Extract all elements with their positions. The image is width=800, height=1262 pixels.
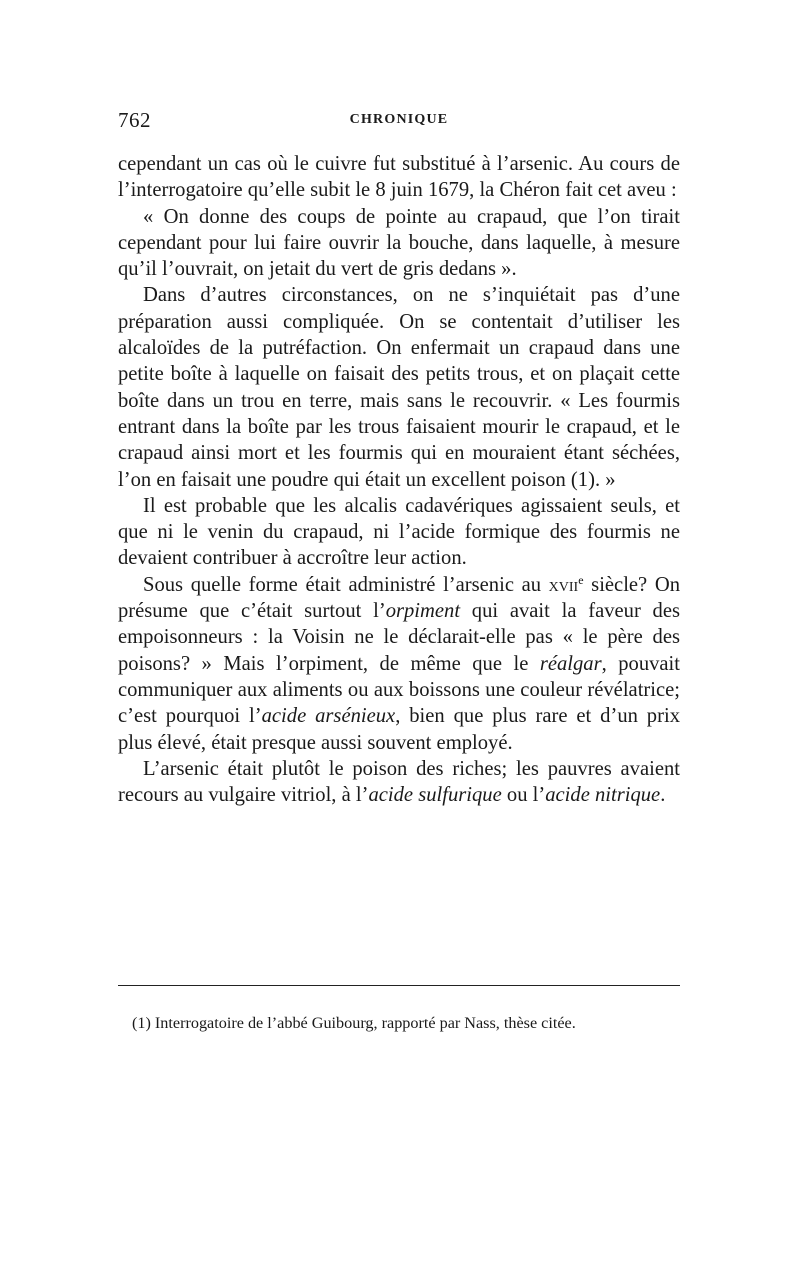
paragraph-4: Il est probable que les alcalis cadavériques agissaient seuls, et que ni le venin du crapaud, ni l’acide formique des fourmis ne devaient contribuer à accroître leur action. [118, 494, 680, 570]
page-header [118, 108, 680, 138]
body-text [118, 151, 680, 808]
paragraph-5-text-5: , bien que plus rare et d’un prix plus élevé, était presque aussi souvent employé. [118, 705, 680, 754]
paragraph-6-text-1: L’arsenic était plutôt le poison des riches; les pauvres avaient recours au vulgaire vitriol, à l’ [118, 757, 680, 807]
italic-orpiment: orpiment [385, 600, 461, 623]
italic-realgar: réalgar [539, 652, 602, 675]
paragraph-6-text-3: . [660, 784, 666, 807]
paragraph-5-text-4: , pouvait communiquer aux aliments ou aux boissons une couleur révélatrice; c’est pourquoi l’ [118, 652, 680, 728]
paragraph-6 [118, 756, 680, 809]
italic-acide-arsenieux: acide arsénieux [261, 705, 396, 728]
paragraph-1: cependant un cas où le cuivre fut substitué à l’arsenic. Au cours de l’interrogatoire qu’elle subit le 8 juin 1679, la Chéron fait cet aveu : [118, 153, 680, 202]
footnote-divider [118, 985, 680, 986]
paragraph-5-text-1: Sous quelle forme était administré l’arsenic au [143, 573, 549, 596]
paragraph-5 [118, 572, 680, 756]
paragraph-3: Dans d’autres circonstances, on ne s’inquiétait pas d’une préparation aussi compliquée. On se contentait d’utiliser les alcaloïdes de la putréfaction. On enfermait un crapaud dans une petite boîte à laquelle on faisait des petits trous, et on plaçait cette boîte dans un trou en terre, mais sans le recouvrir. « Les fourmis entrant dans la boîte par les trous faisaient mourir le crapaud, et le crapaud ainsi mort et les fourmis qui en mouraient étant séchées, l’on en faisait une poudre qui était un excellent poison (1). » [118, 284, 680, 491]
paragraph-2: « On donne des coups de pointe au crapaud, que l’on tirait cependant pour lui faire ouvrir la bouche, dans laquelle, à mesure qu’il l’ouvrait, on jetait du vert de gris dedans ». [118, 205, 680, 281]
page-number: 762 [118, 108, 151, 132]
footnote-text: (1) Interrogatoire de l’abbé Guibourg, rapporté par Nass, thèse citée. [132, 1014, 576, 1032]
paragraph-6-text-2: ou l’ [501, 784, 546, 807]
italic-acide-sulfurique: acide sulfurique [368, 784, 502, 807]
century-superscript: e [578, 572, 584, 587]
paragraph-5-text-2: siècle? On présume que c’était surtout l’ [118, 573, 680, 623]
paragraph-5-text-3: qui avait la faveur des empoisonneurs : la Voisin ne le déclarait-elle pas « le père des poisons? » Mais l’orpiment, de même que le [118, 600, 680, 675]
century-numeral: xvii [548, 573, 579, 596]
footnote [118, 1013, 680, 1034]
italic-acide-nitrique: acide nitrique [545, 784, 661, 807]
running-title: CHRONIQUE [349, 112, 449, 127]
